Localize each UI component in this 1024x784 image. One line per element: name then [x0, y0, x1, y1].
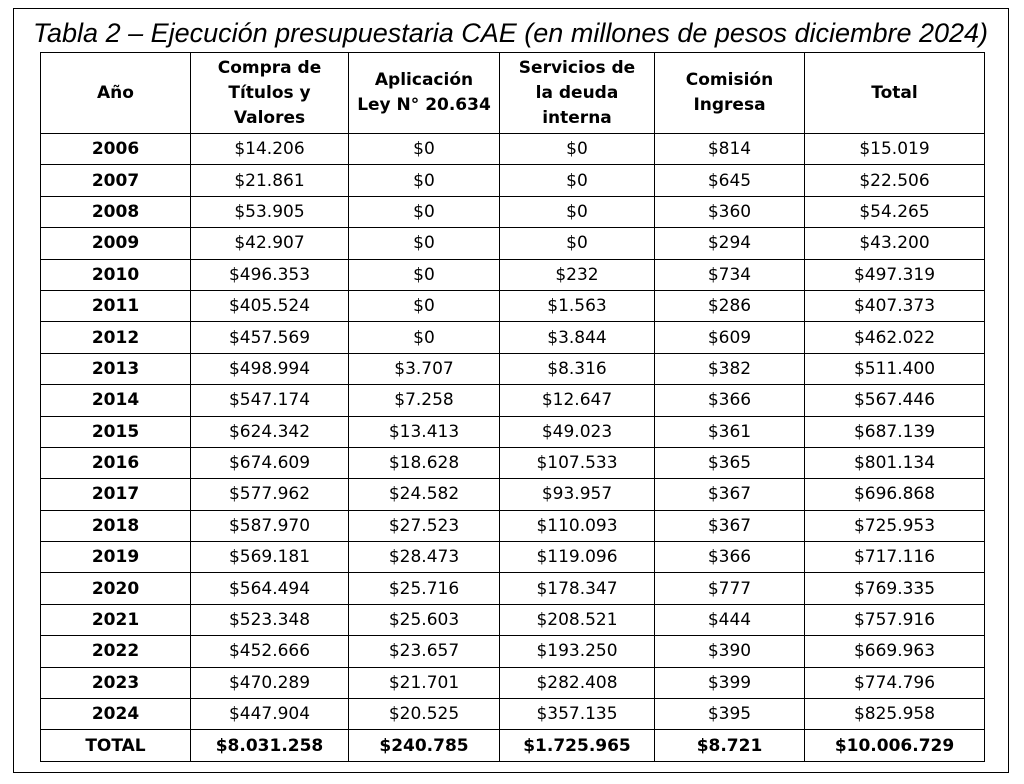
cell-total: $769.335: [805, 573, 985, 604]
cell-servicios: $110.093: [500, 510, 655, 541]
table-row: [41, 165, 985, 196]
cell-aplicacion: $28.473: [349, 542, 500, 573]
cell-compra: $569.181: [191, 542, 349, 573]
table-body: [41, 134, 985, 730]
cell-comision: $390: [655, 636, 805, 667]
cell-compra: $674.609: [191, 447, 349, 478]
cell-servicios: $0: [500, 165, 655, 196]
header-total: Total: [805, 53, 985, 134]
cell-compra: $523.348: [191, 604, 349, 635]
cell-year: 2006: [41, 134, 191, 165]
totals-servicios: $1.725.965: [500, 730, 655, 761]
totals-aplicacion: $240.785: [349, 730, 500, 761]
cell-total: $725.953: [805, 510, 985, 541]
cell-comision: $399: [655, 667, 805, 698]
cell-compra: $447.904: [191, 699, 349, 730]
cell-comision: $395: [655, 699, 805, 730]
cell-servicios: $178.347: [500, 573, 655, 604]
table-row: [41, 636, 985, 667]
cell-comision: $444: [655, 604, 805, 635]
cell-comision: $609: [655, 322, 805, 353]
table-row: [41, 604, 985, 635]
totals-total: $10.006.729: [805, 730, 985, 761]
cell-aplicacion: $23.657: [349, 636, 500, 667]
cell-servicios: $282.408: [500, 667, 655, 698]
cell-year: 2015: [41, 416, 191, 447]
header-servicios-line: Servicios de: [518, 57, 636, 78]
cell-total: $774.796: [805, 667, 985, 698]
header-comision-line: Ingresa: [693, 95, 766, 115]
table-row: [41, 699, 985, 730]
cell-total: $825.958: [805, 699, 985, 730]
cell-total: $15.019: [805, 134, 985, 165]
cell-servicios: $3.844: [500, 322, 655, 353]
cell-compra: $42.907: [191, 228, 349, 259]
cell-aplicacion: $0: [349, 290, 500, 321]
cell-aplicacion: $0: [349, 165, 500, 196]
cell-servicios: $1.563: [500, 290, 655, 321]
cell-year: 2020: [41, 573, 191, 604]
header-compra: [191, 53, 349, 134]
cell-aplicacion: $25.603: [349, 604, 500, 635]
cell-total: $407.373: [805, 290, 985, 321]
totals-comision: $8.721: [655, 730, 805, 761]
header-comision-line: Comisión: [685, 70, 774, 90]
cell-aplicacion: $0: [349, 134, 500, 165]
header-servicios-line: la deuda: [535, 82, 619, 103]
cell-servicios: $208.521: [500, 604, 655, 635]
cell-year: 2017: [41, 479, 191, 510]
cell-servicios: $12.647: [500, 385, 655, 416]
cell-comision: $367: [655, 510, 805, 541]
cell-total: $511.400: [805, 353, 985, 384]
header-aplicacion-line: Aplicación: [374, 70, 474, 90]
cell-compra: $498.994: [191, 353, 349, 384]
cell-comision: $286: [655, 290, 805, 321]
cell-total: $43.200: [805, 228, 985, 259]
cell-compra: $14.206: [191, 134, 349, 165]
cell-servicios: $0: [500, 196, 655, 227]
cell-year: 2019: [41, 542, 191, 573]
cell-year: 2008: [41, 196, 191, 227]
cell-year: 2011: [41, 290, 191, 321]
header-row: [41, 53, 985, 134]
cell-compra: $564.494: [191, 573, 349, 604]
cell-servicios: $49.023: [500, 416, 655, 447]
cell-total: $669.963: [805, 636, 985, 667]
cell-comision: $361: [655, 416, 805, 447]
cell-aplicacion: $20.525: [349, 699, 500, 730]
table-row: [41, 259, 985, 290]
cell-aplicacion: $0: [349, 259, 500, 290]
table-row: [41, 447, 985, 478]
cell-comision: $367: [655, 479, 805, 510]
cell-aplicacion: $24.582: [349, 479, 500, 510]
cell-compra: $452.666: [191, 636, 349, 667]
cell-compra: $405.524: [191, 290, 349, 321]
cell-year: 2022: [41, 636, 191, 667]
header-servicios: [500, 53, 655, 134]
cell-comision: $382: [655, 353, 805, 384]
table-row: [41, 353, 985, 384]
totals-row: [41, 730, 985, 761]
cell-year: 2018: [41, 510, 191, 541]
cell-servicios: $107.533: [500, 447, 655, 478]
cell-year: 2007: [41, 165, 191, 196]
header-compra-line: Compra de: [217, 57, 322, 78]
header-compra-line: Valores: [233, 107, 306, 128]
cell-year: 2016: [41, 447, 191, 478]
cell-total: $22.506: [805, 165, 985, 196]
cell-aplicacion: $13.413: [349, 416, 500, 447]
cell-year: 2014: [41, 385, 191, 416]
cell-aplicacion: $25.716: [349, 573, 500, 604]
cell-total: $757.916: [805, 604, 985, 635]
cell-total: $717.116: [805, 542, 985, 573]
cell-comision: $366: [655, 542, 805, 573]
cell-comision: $294: [655, 228, 805, 259]
totals-compra: $8.031.258: [191, 730, 349, 761]
cell-compra: $624.342: [191, 416, 349, 447]
cell-servicios: $119.096: [500, 542, 655, 573]
cell-total: $687.139: [805, 416, 985, 447]
cell-year: 2024: [41, 699, 191, 730]
cell-servicios: $0: [500, 228, 655, 259]
header-aplicacion: [349, 53, 500, 134]
table-row: [41, 290, 985, 321]
cell-aplicacion: $0: [349, 228, 500, 259]
cell-year: 2023: [41, 667, 191, 698]
header-year: Año: [41, 53, 191, 134]
cell-comision: $645: [655, 165, 805, 196]
table-row: [41, 228, 985, 259]
table-row: [41, 385, 985, 416]
cell-year: 2021: [41, 604, 191, 635]
table-title: Tabla 2 – Ejecución presupuestaria CAE (en millones de pesos diciembre 2024): [33, 18, 989, 48]
cell-total: $497.319: [805, 259, 985, 290]
cell-compra: $496.353: [191, 259, 349, 290]
cell-comision: $360: [655, 196, 805, 227]
cell-total: $696.868: [805, 479, 985, 510]
table-row: [41, 134, 985, 165]
cell-aplicacion: $21.701: [349, 667, 500, 698]
table-row: [41, 667, 985, 698]
cell-comision: $365: [655, 447, 805, 478]
table-row: [41, 479, 985, 510]
cell-year: 2009: [41, 228, 191, 259]
cell-year: 2010: [41, 259, 191, 290]
cell-servicios: $93.957: [500, 479, 655, 510]
cell-servicios: $193.250: [500, 636, 655, 667]
cell-comision: $814: [655, 134, 805, 165]
cell-aplicacion: $3.707: [349, 353, 500, 384]
cell-year: 2012: [41, 322, 191, 353]
cell-servicios: $232: [500, 259, 655, 290]
cell-compra: $577.962: [191, 479, 349, 510]
header-aplicacion-line: Ley N° 20.634: [357, 95, 491, 115]
cell-total: $567.446: [805, 385, 985, 416]
table-row: [41, 196, 985, 227]
table-row: [41, 416, 985, 447]
cell-compra: $547.174: [191, 385, 349, 416]
header-compra-line: Títulos y: [228, 82, 311, 103]
cell-aplicacion: $7.258: [349, 385, 500, 416]
table-row: [41, 542, 985, 573]
cell-aplicacion: $0: [349, 196, 500, 227]
table-row: [41, 510, 985, 541]
cell-total: $801.134: [805, 447, 985, 478]
totals-label: TOTAL: [41, 730, 191, 761]
cell-compra: $21.861: [191, 165, 349, 196]
cell-aplicacion: $18.628: [349, 447, 500, 478]
cell-total: $462.022: [805, 322, 985, 353]
cell-servicios: $8.316: [500, 353, 655, 384]
cell-servicios: $0: [500, 134, 655, 165]
header-servicios-line: interna: [542, 107, 612, 128]
table-row: [41, 322, 985, 353]
cell-compra: $53.905: [191, 196, 349, 227]
cell-year: 2013: [41, 353, 191, 384]
cell-compra: $470.289: [191, 667, 349, 698]
cell-comision: $777: [655, 573, 805, 604]
cell-comision: $366: [655, 385, 805, 416]
header-comision: [655, 53, 805, 134]
cell-aplicacion: $27.523: [349, 510, 500, 541]
budget-table: [40, 52, 985, 762]
table-row: [41, 573, 985, 604]
cell-compra: $587.970: [191, 510, 349, 541]
cell-servicios: $357.135: [500, 699, 655, 730]
cell-total: $54.265: [805, 196, 985, 227]
cell-comision: $734: [655, 259, 805, 290]
cell-compra: $457.569: [191, 322, 349, 353]
cell-aplicacion: $0: [349, 322, 500, 353]
